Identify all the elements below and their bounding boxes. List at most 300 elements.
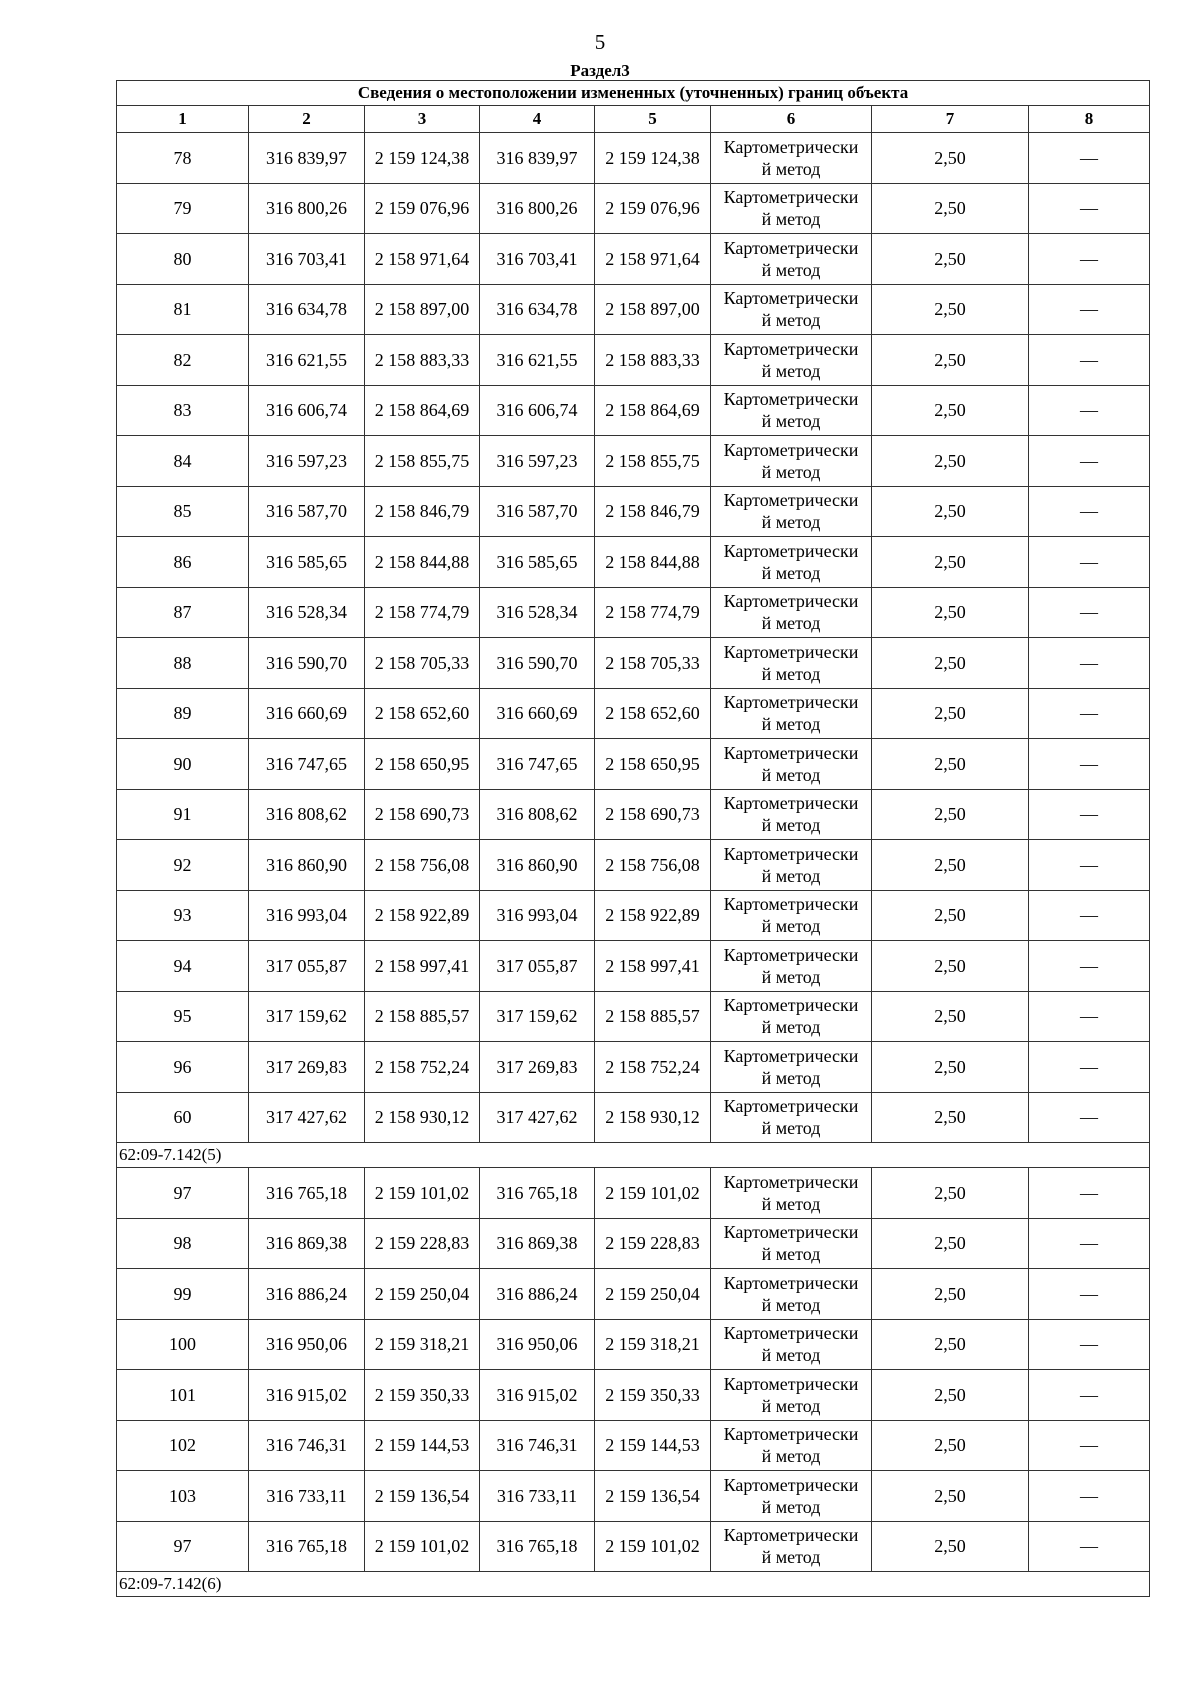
y-new-cell: 2 158 705,33 xyxy=(595,638,711,689)
y-existing-cell: 2 158 922,89 xyxy=(365,890,480,941)
accuracy-cell: 2,50 xyxy=(872,1042,1029,1093)
method-cell xyxy=(711,739,872,790)
x-existing-cell: 316 606,74 xyxy=(249,385,365,436)
x-existing-cell: 316 590,70 xyxy=(249,638,365,689)
point-number-cell: 86 xyxy=(117,537,249,588)
y-new-cell: 2 158 864,69 xyxy=(595,385,711,436)
method-cell xyxy=(711,1042,872,1093)
method-text-line1: Картометрически xyxy=(723,187,859,208)
x-new-cell: 316 590,70 xyxy=(480,638,595,689)
method-text-line2: й метод xyxy=(761,1547,821,1568)
method-text-line2: й метод xyxy=(761,1345,821,1366)
x-new-cell: 316 660,69 xyxy=(480,688,595,739)
x-existing-cell: 317 159,62 xyxy=(249,991,365,1042)
x-existing-cell: 316 585,65 xyxy=(249,537,365,588)
y-existing-cell: 2 159 250,04 xyxy=(365,1269,480,1320)
table-row xyxy=(117,1092,1150,1143)
accuracy-cell: 2,50 xyxy=(872,284,1029,335)
point-number-cell: 81 xyxy=(117,284,249,335)
accuracy-cell: 2,50 xyxy=(872,537,1029,588)
x-existing-cell: 316 621,55 xyxy=(249,335,365,386)
method-text-line2: й метод xyxy=(761,1118,821,1139)
method-text-line2: й метод xyxy=(761,562,821,583)
description-cell: — xyxy=(1029,385,1150,436)
y-existing-cell: 2 158 971,64 xyxy=(365,234,480,285)
y-new-cell: 2 158 846,79 xyxy=(595,486,711,537)
y-existing-cell: 2 158 756,08 xyxy=(365,840,480,891)
table-row xyxy=(117,385,1150,436)
x-new-cell: 317 159,62 xyxy=(480,991,595,1042)
accuracy-cell: 2,50 xyxy=(872,1370,1029,1421)
method-text-line1: Картометрически xyxy=(723,1045,859,1066)
method-text-line2: й метод xyxy=(761,411,821,432)
table-row xyxy=(117,941,1150,992)
description-cell: — xyxy=(1029,1092,1150,1143)
description-cell: — xyxy=(1029,1471,1150,1522)
column-number-5: 5 xyxy=(595,106,711,133)
method-text-line2: й метод xyxy=(761,158,821,179)
accuracy-cell: 2,50 xyxy=(872,688,1029,739)
y-new-cell: 2 159 318,21 xyxy=(595,1319,711,1370)
table-row xyxy=(117,436,1150,487)
method-text-line1: Картометрически xyxy=(723,136,859,157)
method-text-line1: Картометрически xyxy=(723,1474,859,1495)
y-existing-cell: 2 158 752,24 xyxy=(365,1042,480,1093)
accuracy-cell: 2,50 xyxy=(872,1420,1029,1471)
y-existing-cell: 2 158 855,75 xyxy=(365,436,480,487)
accuracy-cell: 2,50 xyxy=(872,436,1029,487)
method-text-line2: й метод xyxy=(761,1395,821,1416)
method-text-line1: Картометрически xyxy=(723,1525,859,1546)
point-number-cell: 98 xyxy=(117,1218,249,1269)
accuracy-cell: 2,50 xyxy=(872,739,1029,790)
method-text-line2: й метод xyxy=(761,916,821,937)
x-existing-cell: 316 839,97 xyxy=(249,133,365,184)
method-text-line2: й метод xyxy=(761,1244,821,1265)
description-cell: — xyxy=(1029,1042,1150,1093)
y-existing-cell: 2 159 124,38 xyxy=(365,133,480,184)
point-number-cell: 95 xyxy=(117,991,249,1042)
description-cell: — xyxy=(1029,234,1150,285)
method-cell xyxy=(711,688,872,739)
method-cell xyxy=(711,1319,872,1370)
x-new-cell: 316 587,70 xyxy=(480,486,595,537)
method-text-line1: Картометрически xyxy=(723,894,859,915)
accuracy-cell: 2,50 xyxy=(872,1092,1029,1143)
table-row xyxy=(117,486,1150,537)
method-text-line2: й метод xyxy=(761,1017,821,1038)
y-existing-cell: 2 159 318,21 xyxy=(365,1319,480,1370)
column-number-1: 1 xyxy=(117,106,249,133)
x-new-cell: 316 800,26 xyxy=(480,183,595,234)
y-new-cell: 2 158 971,64 xyxy=(595,234,711,285)
point-number-cell: 97 xyxy=(117,1168,249,1219)
method-text-line1: Картометрически xyxy=(723,338,859,359)
accuracy-cell: 2,50 xyxy=(872,638,1029,689)
method-cell xyxy=(711,1218,872,1269)
description-cell: — xyxy=(1029,537,1150,588)
x-new-cell: 316 869,38 xyxy=(480,1218,595,1269)
accuracy-cell: 2,50 xyxy=(872,385,1029,436)
method-text-line1: Картометрически xyxy=(723,692,859,713)
y-existing-cell: 2 158 885,57 xyxy=(365,991,480,1042)
point-number-cell: 84 xyxy=(117,436,249,487)
point-number-cell: 93 xyxy=(117,890,249,941)
table-row xyxy=(117,1319,1150,1370)
table-row xyxy=(117,587,1150,638)
x-existing-cell: 316 660,69 xyxy=(249,688,365,739)
method-cell xyxy=(711,537,872,588)
method-text-line1: Картометрически xyxy=(723,237,859,258)
description-cell: — xyxy=(1029,183,1150,234)
accuracy-cell: 2,50 xyxy=(872,789,1029,840)
method-cell xyxy=(711,941,872,992)
description-cell: — xyxy=(1029,890,1150,941)
method-text-line2: й метод xyxy=(761,1067,821,1088)
y-new-cell: 2 158 997,41 xyxy=(595,941,711,992)
point-number-cell: 92 xyxy=(117,840,249,891)
x-existing-cell: 316 860,90 xyxy=(249,840,365,891)
accuracy-cell: 2,50 xyxy=(872,890,1029,941)
accuracy-cell: 2,50 xyxy=(872,1319,1029,1370)
accuracy-cell: 2,50 xyxy=(872,486,1029,537)
x-new-cell: 316 747,65 xyxy=(480,739,595,790)
point-number-cell: 89 xyxy=(117,688,249,739)
method-text-line2: й метод xyxy=(761,512,821,533)
y-existing-cell: 2 158 883,33 xyxy=(365,335,480,386)
table-row xyxy=(117,1042,1150,1093)
y-new-cell: 2 158 756,08 xyxy=(595,840,711,891)
x-existing-cell: 316 800,26 xyxy=(249,183,365,234)
method-cell xyxy=(711,1420,872,1471)
accuracy-cell: 2,50 xyxy=(872,1521,1029,1572)
point-number-cell: 88 xyxy=(117,638,249,689)
table-row xyxy=(117,183,1150,234)
method-text-line2: й метод xyxy=(761,1446,821,1467)
method-cell xyxy=(711,436,872,487)
description-cell: — xyxy=(1029,638,1150,689)
point-number-cell: 82 xyxy=(117,335,249,386)
x-existing-cell: 316 528,34 xyxy=(249,587,365,638)
x-existing-cell: 316 634,78 xyxy=(249,284,365,335)
method-text-line2: й метод xyxy=(761,461,821,482)
x-existing-cell: 317 427,62 xyxy=(249,1092,365,1143)
method-text-line1: Картометрически xyxy=(723,490,859,511)
method-cell xyxy=(711,335,872,386)
description-cell: — xyxy=(1029,941,1150,992)
point-number-cell: 80 xyxy=(117,234,249,285)
table-row xyxy=(117,1521,1150,1572)
table-row xyxy=(117,1218,1150,1269)
x-new-cell: 316 808,62 xyxy=(480,789,595,840)
method-cell xyxy=(711,1168,872,1219)
point-number-cell: 83 xyxy=(117,385,249,436)
method-cell xyxy=(711,789,872,840)
method-cell xyxy=(711,234,872,285)
y-new-cell: 2 158 883,33 xyxy=(595,335,711,386)
method-text-line1: Картометрически xyxy=(723,1222,859,1243)
method-cell xyxy=(711,1269,872,1320)
y-new-cell: 2 158 844,88 xyxy=(595,537,711,588)
table-row xyxy=(117,890,1150,941)
accuracy-cell: 2,50 xyxy=(872,1218,1029,1269)
accuracy-cell: 2,50 xyxy=(872,991,1029,1042)
method-text-line1: Картометрически xyxy=(723,641,859,662)
method-cell xyxy=(711,183,872,234)
point-number-cell: 79 xyxy=(117,183,249,234)
y-new-cell: 2 158 855,75 xyxy=(595,436,711,487)
x-existing-cell: 317 055,87 xyxy=(249,941,365,992)
method-text-line2: й метод xyxy=(761,360,821,381)
method-text-line2: й метод xyxy=(761,1294,821,1315)
x-existing-cell: 316 765,18 xyxy=(249,1168,365,1219)
method-cell xyxy=(711,991,872,1042)
accuracy-cell: 2,50 xyxy=(872,1269,1029,1320)
y-existing-cell: 2 158 844,88 xyxy=(365,537,480,588)
block-1-rows xyxy=(117,133,1150,1143)
point-number-cell: 94 xyxy=(117,941,249,992)
method-text-line2: й метод xyxy=(761,613,821,634)
x-new-cell: 316 839,97 xyxy=(480,133,595,184)
description-cell: — xyxy=(1029,486,1150,537)
x-new-cell: 316 993,04 xyxy=(480,890,595,941)
point-number-cell: 96 xyxy=(117,1042,249,1093)
x-existing-cell: 316 808,62 xyxy=(249,789,365,840)
description-cell: — xyxy=(1029,1521,1150,1572)
method-cell xyxy=(711,1521,872,1572)
method-cell xyxy=(711,638,872,689)
x-existing-cell: 316 746,31 xyxy=(249,1420,365,1471)
section-title: Раздел3 xyxy=(570,61,630,80)
y-new-cell: 2 158 652,60 xyxy=(595,688,711,739)
description-cell: — xyxy=(1029,335,1150,386)
boundary-coordinates-table xyxy=(116,80,1150,1597)
x-new-cell: 317 427,62 xyxy=(480,1092,595,1143)
x-existing-cell: 316 765,18 xyxy=(249,1521,365,1572)
x-new-cell: 317 055,87 xyxy=(480,941,595,992)
y-existing-cell: 2 159 228,83 xyxy=(365,1218,480,1269)
y-existing-cell: 2 158 650,95 xyxy=(365,739,480,790)
y-new-cell: 2 158 897,00 xyxy=(595,284,711,335)
x-new-cell: 316 950,06 xyxy=(480,1319,595,1370)
y-new-cell: 2 158 922,89 xyxy=(595,890,711,941)
method-text-line1: Картометрически xyxy=(723,1096,859,1117)
method-text-line2: й метод xyxy=(761,1496,821,1517)
column-number-6: 6 xyxy=(711,106,872,133)
description-cell: — xyxy=(1029,688,1150,739)
method-text-line1: Картометрически xyxy=(723,591,859,612)
point-number-cell: 87 xyxy=(117,587,249,638)
x-new-cell: 316 733,11 xyxy=(480,1471,595,1522)
point-number-cell: 60 xyxy=(117,1092,249,1143)
description-cell: — xyxy=(1029,284,1150,335)
method-cell xyxy=(711,890,872,941)
table-row xyxy=(117,133,1150,184)
accuracy-cell: 2,50 xyxy=(872,1471,1029,1522)
table-row xyxy=(117,234,1150,285)
point-number-cell: 97 xyxy=(117,1521,249,1572)
table-row xyxy=(117,1370,1150,1421)
y-new-cell: 2 158 885,57 xyxy=(595,991,711,1042)
x-existing-cell: 316 993,04 xyxy=(249,890,365,941)
method-text-line2: й метод xyxy=(761,714,821,735)
method-cell xyxy=(711,1370,872,1421)
method-text-line2: й метод xyxy=(761,259,821,280)
method-text-line2: й метод xyxy=(761,966,821,987)
x-new-cell: 316 597,23 xyxy=(480,436,595,487)
y-new-cell: 2 159 144,53 xyxy=(595,1420,711,1471)
x-new-cell: 316 634,78 xyxy=(480,284,595,335)
accuracy-cell: 2,50 xyxy=(872,234,1029,285)
x-existing-cell: 316 915,02 xyxy=(249,1370,365,1421)
description-cell: — xyxy=(1029,1319,1150,1370)
y-new-cell: 2 159 228,83 xyxy=(595,1218,711,1269)
x-existing-cell: 317 269,83 xyxy=(249,1042,365,1093)
description-cell: — xyxy=(1029,1420,1150,1471)
y-existing-cell: 2 158 997,41 xyxy=(365,941,480,992)
column-number-7: 7 xyxy=(872,106,1029,133)
column-number-2: 2 xyxy=(249,106,365,133)
accuracy-cell: 2,50 xyxy=(872,335,1029,386)
method-text-line1: Картометрически xyxy=(723,742,859,763)
table-row xyxy=(117,688,1150,739)
y-existing-cell: 2 159 101,02 xyxy=(365,1521,480,1572)
table-row xyxy=(117,335,1150,386)
x-new-cell: 316 860,90 xyxy=(480,840,595,891)
x-existing-cell: 316 886,24 xyxy=(249,1269,365,1320)
table-row xyxy=(117,1420,1150,1471)
y-existing-cell: 2 159 136,54 xyxy=(365,1471,480,1522)
table-row xyxy=(117,638,1150,689)
x-new-cell: 316 765,18 xyxy=(480,1521,595,1572)
method-text-line1: Картометрически xyxy=(723,540,859,561)
table-row xyxy=(117,991,1150,1042)
x-new-cell: 317 269,83 xyxy=(480,1042,595,1093)
table-row xyxy=(117,1168,1150,1219)
point-number-cell: 103 xyxy=(117,1471,249,1522)
method-text-line1: Картометрически xyxy=(723,1171,859,1192)
table-row xyxy=(117,1269,1150,1320)
method-text-line1: Картометрически xyxy=(723,995,859,1016)
y-existing-cell: 2 158 705,33 xyxy=(365,638,480,689)
method-text-line1: Картометрически xyxy=(723,439,859,460)
method-text-line2: й метод xyxy=(761,815,821,836)
method-text-line1: Картометрически xyxy=(723,288,859,309)
description-cell: — xyxy=(1029,840,1150,891)
y-new-cell: 2 158 930,12 xyxy=(595,1092,711,1143)
column-number-8: 8 xyxy=(1029,106,1150,133)
x-new-cell: 316 915,02 xyxy=(480,1370,595,1421)
point-number-cell: 99 xyxy=(117,1269,249,1320)
method-text-line2: й метод xyxy=(761,764,821,785)
x-existing-cell: 316 587,70 xyxy=(249,486,365,537)
point-number-cell: 101 xyxy=(117,1370,249,1421)
y-existing-cell: 2 158 930,12 xyxy=(365,1092,480,1143)
x-existing-cell: 316 733,11 xyxy=(249,1471,365,1522)
table-row xyxy=(117,840,1150,891)
point-number-cell: 100 xyxy=(117,1319,249,1370)
method-cell xyxy=(711,587,872,638)
group-label: 62:09-7.142(6) xyxy=(117,1572,1150,1597)
y-existing-cell: 2 158 897,00 xyxy=(365,284,480,335)
method-cell xyxy=(711,486,872,537)
description-cell: — xyxy=(1029,1269,1150,1320)
description-cell: — xyxy=(1029,789,1150,840)
y-existing-cell: 2 159 350,33 xyxy=(365,1370,480,1421)
point-number-cell: 90 xyxy=(117,739,249,790)
y-existing-cell: 2 158 690,73 xyxy=(365,789,480,840)
accuracy-cell: 2,50 xyxy=(872,183,1029,234)
group-label: 62:09-7.142(5) xyxy=(117,1143,1150,1168)
y-existing-cell: 2 158 864,69 xyxy=(365,385,480,436)
method-text-line1: Картометрически xyxy=(723,1373,859,1394)
y-new-cell: 2 158 774,79 xyxy=(595,587,711,638)
accuracy-cell: 2,50 xyxy=(872,840,1029,891)
y-new-cell: 2 159 076,96 xyxy=(595,183,711,234)
method-text-line1: Картометрически xyxy=(723,793,859,814)
method-text-line2: й метод xyxy=(761,310,821,331)
method-text-line2: й метод xyxy=(761,209,821,230)
table-caption: Сведения о местоположении измененных (уточненных) границ объекта xyxy=(117,81,1150,106)
method-cell xyxy=(711,133,872,184)
method-text-line2: й метод xyxy=(761,663,821,684)
x-existing-cell: 316 747,65 xyxy=(249,739,365,790)
y-new-cell: 2 159 136,54 xyxy=(595,1471,711,1522)
description-cell: — xyxy=(1029,1218,1150,1269)
description-cell: — xyxy=(1029,1370,1150,1421)
y-new-cell: 2 159 350,33 xyxy=(595,1370,711,1421)
point-number-cell: 91 xyxy=(117,789,249,840)
method-cell xyxy=(711,1471,872,1522)
x-existing-cell: 316 703,41 xyxy=(249,234,365,285)
y-existing-cell: 2 158 846,79 xyxy=(365,486,480,537)
method-cell xyxy=(711,284,872,335)
column-number-3: 3 xyxy=(365,106,480,133)
x-new-cell: 316 585,65 xyxy=(480,537,595,588)
y-new-cell: 2 158 650,95 xyxy=(595,739,711,790)
y-new-cell: 2 159 101,02 xyxy=(595,1168,711,1219)
y-existing-cell: 2 159 144,53 xyxy=(365,1420,480,1471)
x-new-cell: 316 886,24 xyxy=(480,1269,595,1320)
description-cell: — xyxy=(1029,587,1150,638)
point-number-cell: 102 xyxy=(117,1420,249,1471)
description-cell: — xyxy=(1029,436,1150,487)
table-row xyxy=(117,1471,1150,1522)
method-cell xyxy=(711,840,872,891)
method-text-line2: й метод xyxy=(761,865,821,886)
x-existing-cell: 316 869,38 xyxy=(249,1218,365,1269)
table-row xyxy=(117,537,1150,588)
description-cell: — xyxy=(1029,991,1150,1042)
point-number-cell: 78 xyxy=(117,133,249,184)
y-new-cell: 2 159 250,04 xyxy=(595,1269,711,1320)
method-text-line2: й метод xyxy=(761,1193,821,1214)
y-existing-cell: 2 159 076,96 xyxy=(365,183,480,234)
method-text-line1: Картометрически xyxy=(723,1424,859,1445)
y-new-cell: 2 158 752,24 xyxy=(595,1042,711,1093)
method-text-line1: Картометрически xyxy=(723,1323,859,1344)
y-new-cell: 2 159 101,02 xyxy=(595,1521,711,1572)
x-new-cell: 316 606,74 xyxy=(480,385,595,436)
x-new-cell: 316 746,31 xyxy=(480,1420,595,1471)
y-new-cell: 2 158 690,73 xyxy=(595,789,711,840)
point-number-cell: 85 xyxy=(117,486,249,537)
accuracy-cell: 2,50 xyxy=(872,133,1029,184)
x-existing-cell: 316 950,06 xyxy=(249,1319,365,1370)
accuracy-cell: 2,50 xyxy=(872,587,1029,638)
method-text-line1: Картометрически xyxy=(723,944,859,965)
description-cell: — xyxy=(1029,133,1150,184)
